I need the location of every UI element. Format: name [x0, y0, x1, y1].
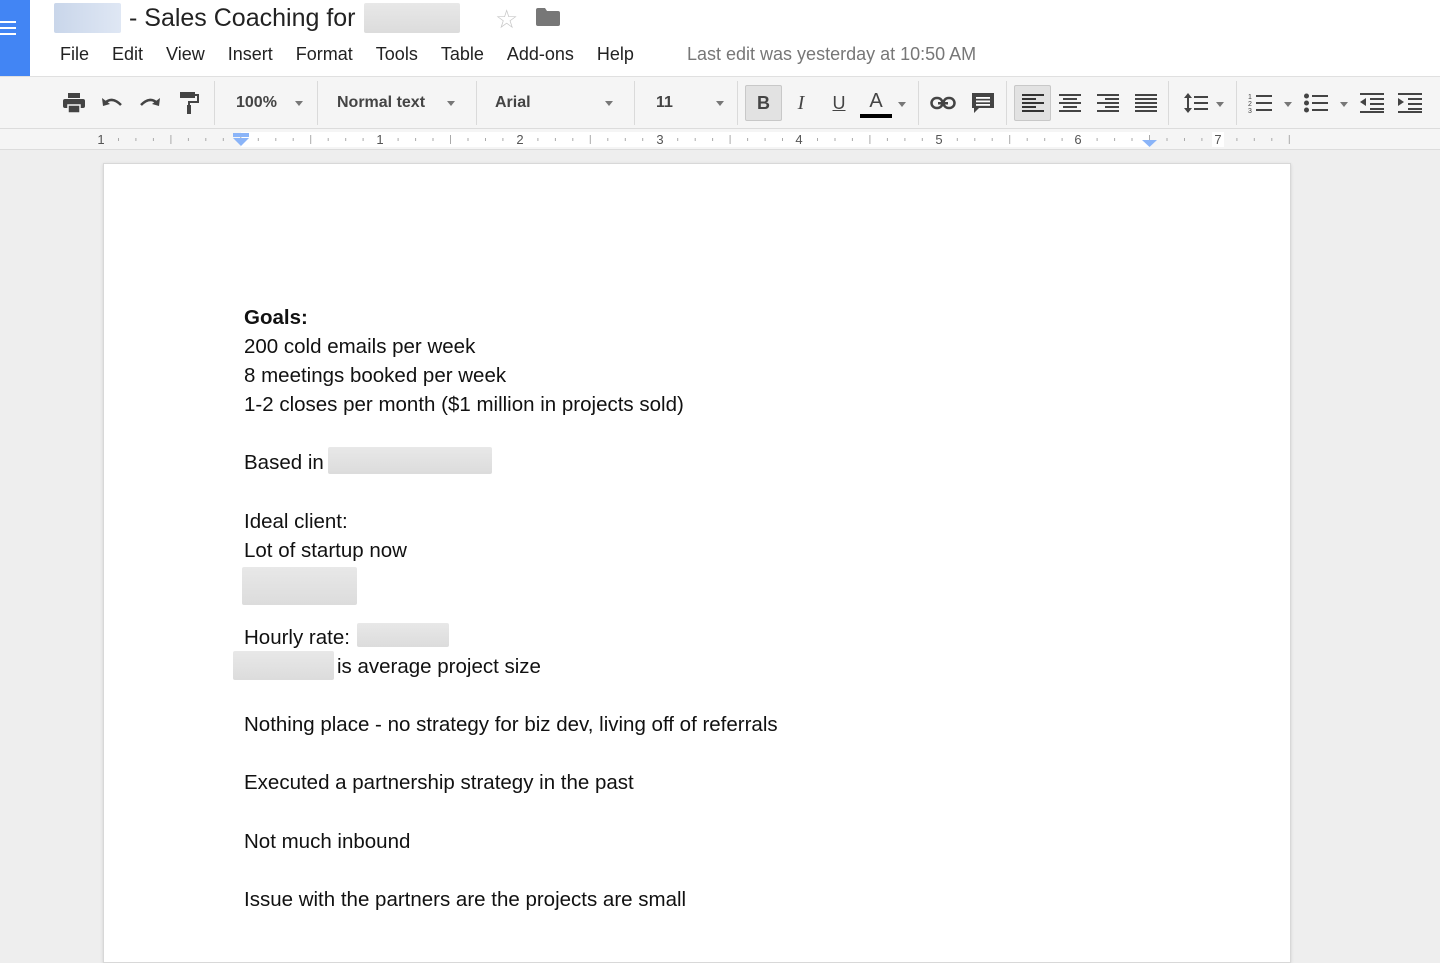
print-icon[interactable] [60, 85, 88, 121]
redacted-line [244, 565, 778, 605]
ruler-label: 1 [97, 132, 105, 147]
redacted-client-name [364, 3, 460, 33]
document-title[interactable]: - Sales Coaching for [129, 3, 356, 32]
font-select[interactable] [495, 85, 619, 121]
docs-home-icon[interactable] [0, 0, 30, 76]
menu-insert[interactable]: Insert [227, 43, 273, 64]
last-edit-status[interactable]: Last edit was yesterday at 10:50 AM [687, 44, 977, 64]
font-value: Arial [495, 94, 531, 111]
line-spacing-icon[interactable] [1182, 85, 1210, 121]
menu-bar [60, 42, 657, 66]
app-header [0, 0, 1440, 76]
zoom-select[interactable] [236, 85, 308, 121]
justify-icon[interactable] [1132, 85, 1160, 121]
chevron-down-icon[interactable] [1284, 102, 1292, 107]
blank-line [244, 419, 778, 448]
underline-button[interactable] [824, 85, 854, 121]
partnership-line: Executed a partnership strategy in the past [244, 771, 634, 795]
align-center-icon[interactable] [1056, 85, 1084, 121]
folder-icon[interactable] [536, 8, 560, 26]
comment-icon[interactable] [968, 85, 998, 121]
toolbar-separator [1168, 81, 1169, 125]
hourly-rate-line [244, 623, 778, 652]
paint-format-icon[interactable] [175, 85, 203, 121]
ruler-label: 1 [376, 132, 384, 147]
chevron-down-icon[interactable] [1340, 102, 1348, 107]
bold-button[interactable] [745, 85, 782, 121]
inbound-line: Not much inbound [244, 829, 411, 853]
underline-label: U [832, 92, 846, 113]
avg-project-text: is average project size [337, 654, 541, 678]
blank-line [244, 478, 778, 507]
svg-text:2: 2 [1248, 101, 1252, 108]
paragraph-style-select[interactable] [337, 85, 461, 121]
chevron-down-icon [605, 101, 613, 106]
redacted-hourly-rate [357, 623, 449, 647]
link-icon[interactable] [928, 85, 958, 121]
ruler-label: 3 [656, 132, 664, 147]
numbered-list-icon[interactable] [1246, 85, 1274, 121]
ruler-label: 5 [935, 132, 943, 147]
italic-label: I [797, 91, 805, 114]
ruler-label: 6 [1074, 132, 1082, 147]
based-in-line [244, 448, 778, 477]
increase-indent-icon[interactable] [1396, 85, 1424, 121]
redacted-location [328, 447, 492, 474]
document-body[interactable] [244, 303, 778, 914]
svg-text:3: 3 [1248, 108, 1252, 114]
avg-project-line [244, 652, 778, 681]
menu-edit[interactable]: Edit [112, 43, 144, 64]
ruler-label: 2 [516, 132, 524, 147]
toolbar-separator [918, 81, 919, 125]
toolbar-separator [1236, 81, 1237, 125]
font-size-value: 11 [656, 94, 673, 111]
align-right-icon[interactable] [1094, 85, 1122, 121]
strategy-line: Nothing place - no strategy for biz dev, living off of referrals [244, 713, 778, 737]
chevron-down-icon [447, 101, 455, 106]
blank-line [244, 605, 778, 623]
italic-button[interactable] [786, 85, 816, 121]
menu-help[interactable]: Help [596, 43, 634, 64]
ruler-label: 4 [795, 132, 803, 147]
chevron-down-icon [295, 101, 303, 106]
redo-icon[interactable] [136, 85, 164, 121]
toolbar-separator [1006, 81, 1007, 125]
text-color-button[interactable] [859, 85, 893, 121]
text-color-swatch [860, 114, 892, 118]
toolbar-separator [317, 81, 318, 125]
partners-issue-line: Issue with the partners are the projects are small [244, 887, 687, 911]
redacted-title-prefix [54, 3, 121, 33]
blank-line [244, 856, 778, 885]
toolbar-separator [737, 81, 738, 125]
align-left-icon[interactable] [1014, 85, 1051, 121]
svg-text:1: 1 [1248, 94, 1252, 101]
menu-format[interactable]: Format [295, 43, 353, 64]
blank-line [244, 739, 778, 768]
based-in-label: Based in [244, 451, 324, 475]
redacted-project-size [233, 651, 334, 680]
menu-view[interactable]: View [166, 43, 205, 64]
toolbar-separator [634, 81, 635, 125]
goal-line: 200 cold emails per week [244, 335, 476, 359]
ruler[interactable] [0, 129, 1440, 150]
goal-line: 1-2 closes per month ($1 million in projects sold) [244, 393, 684, 417]
paragraph-style-value: Normal text [337, 94, 426, 111]
blank-line [244, 797, 778, 826]
ideal-client-label: Ideal client: [244, 509, 348, 533]
document-page[interactable] [103, 163, 1291, 963]
bold-label: B [757, 92, 770, 113]
chevron-down-icon [716, 101, 724, 106]
ruler-label: 7 [1214, 132, 1222, 147]
ruler-scale [0, 129, 1440, 150]
chevron-down-icon[interactable] [1216, 102, 1224, 107]
zoom-value: 100% [236, 94, 277, 111]
text-color-label: A [869, 89, 883, 112]
goal-line: 8 meetings booked per week [244, 364, 507, 388]
toolbar [0, 76, 1440, 129]
font-size-select[interactable] [656, 85, 728, 121]
title-row [54, 0, 460, 36]
menu-tools[interactable]: Tools [375, 43, 418, 64]
decrease-indent-icon[interactable] [1358, 85, 1386, 121]
menu-table[interactable]: Table [440, 43, 484, 64]
star-icon[interactable]: ☆ [495, 4, 519, 34]
menu-addons[interactable]: Add-ons [506, 43, 574, 64]
bulleted-list-icon[interactable] [1302, 85, 1330, 121]
goals-heading: Goals: [244, 306, 308, 329]
redacted-client-detail [242, 567, 357, 605]
blank-line [244, 681, 778, 710]
startup-line: Lot of startup now [244, 538, 407, 562]
toolbar-separator [214, 81, 215, 125]
undo-icon[interactable] [98, 85, 126, 121]
chevron-down-icon[interactable] [898, 102, 906, 107]
hourly-rate-label: Hourly rate: [244, 625, 350, 649]
toolbar-separator [476, 81, 477, 125]
menu-file[interactable]: File [60, 43, 90, 64]
